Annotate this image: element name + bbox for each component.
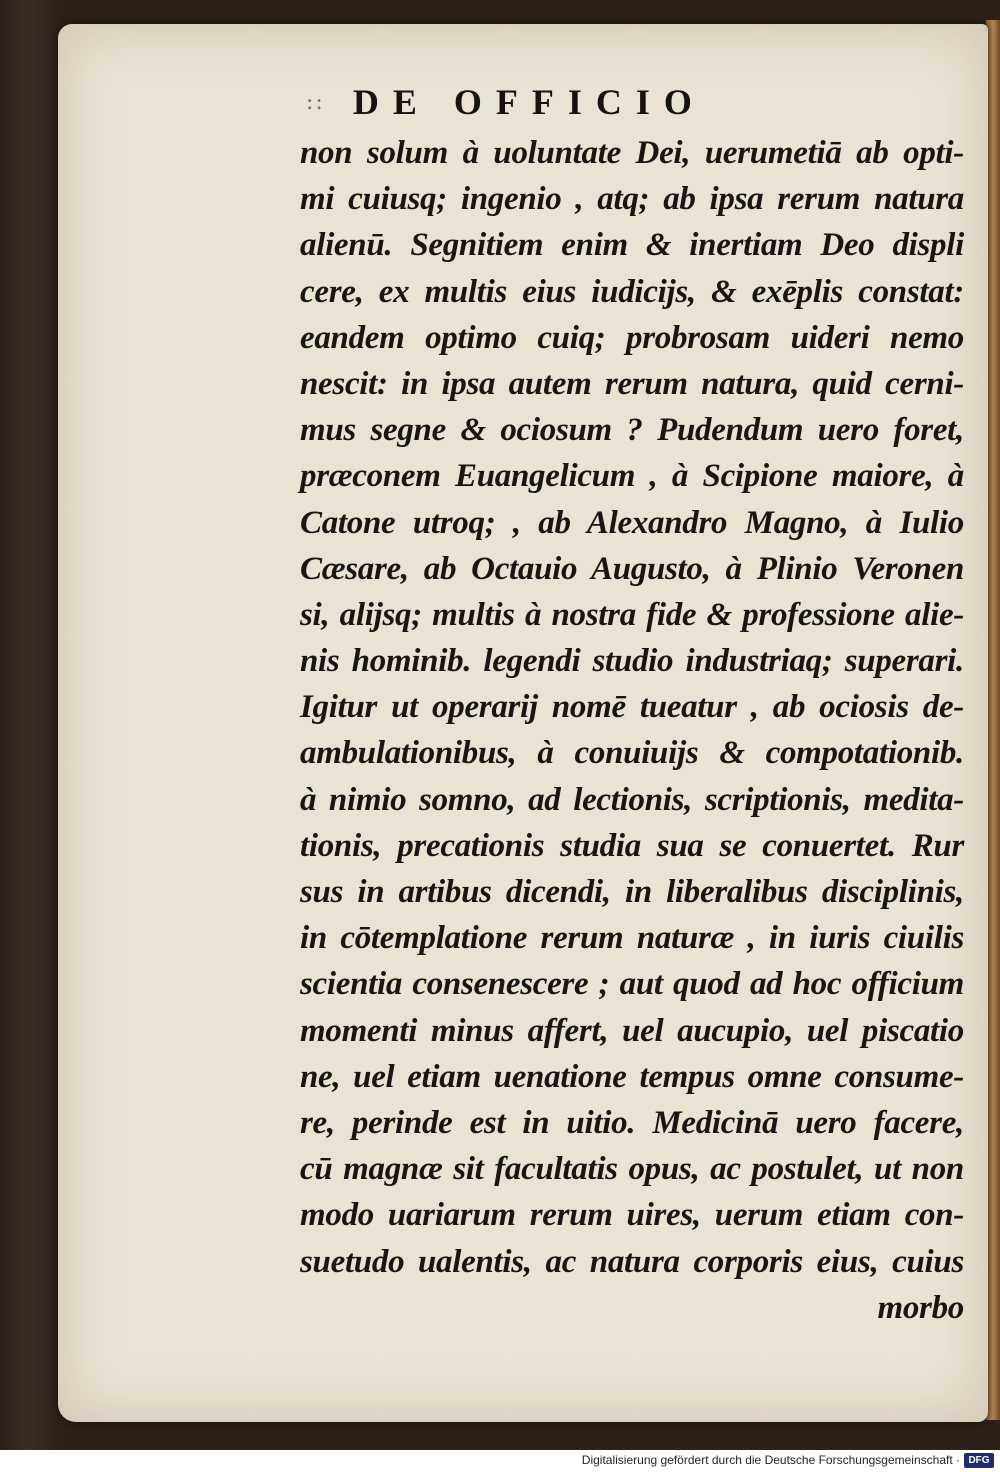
text-line: Igitur ut operarij nomē tueatur , ab ociosis de- <box>300 689 964 726</box>
text-line: tionis, precationis studia sua se conuertet. Rur <box>300 827 964 864</box>
text-line: scientia consenescere ; aut quod ad hoc officium <box>300 966 964 1003</box>
text-line: non solum à uoluntate Dei, uerumetiā ab opti- <box>300 135 964 171</box>
text-line: cū magnæ sit facultatis opus, ac postulet, ut non <box>300 1151 964 1188</box>
text-line: Cæsare, ab Octauio Augusto, à Plinio Veronen <box>300 550 964 587</box>
footer-bar <box>0 1450 1000 1472</box>
text-line: re, perinde est in uitio. Medicinā uero facere, <box>300 1104 964 1141</box>
running-head <box>306 76 866 128</box>
text-line: modo uariarum rerum uires, uerum etiam con- <box>300 1197 964 1234</box>
running-head-title: DE OFFICIO <box>352 82 706 122</box>
text-line: momenti minus affert, uel aucupio, uel piscatio <box>300 1012 964 1049</box>
text-line: cere, ex multis eius iudicijs, & exēplis constat: <box>300 273 964 310</box>
text-line: suetudo ualentis, ac natura corporis eius, cuius <box>300 1243 964 1280</box>
text-line: ambulationibus, à conuiuijs & compotationib. <box>300 735 964 772</box>
dfg-logo: DFG <box>964 1453 994 1468</box>
text-line: alienū. Segnitiem enim & inertiam Deo displi <box>300 227 964 264</box>
text-line: si, alijsq; multis à nostra fide & professione alie- <box>300 596 964 633</box>
text-line: præconem Euangelicum , à Scipione maiore, à <box>300 458 964 495</box>
text-line: sus in artibus dicendi, in liberalibus disciplinis, <box>300 874 964 910</box>
text-line: mus segne & ociosum ? Pudendum uero foret, <box>300 412 964 449</box>
text-line: mi cuiusq; ingenio , atq; ab ipsa rerum natura <box>300 181 964 218</box>
catchword: morbo <box>877 1289 964 1326</box>
running-head-ornament: :: <box>306 89 325 115</box>
funding-credit: Digitalisierung gefördert durch die Deutsche Forschungsgemeinschaft · <box>581 1453 960 1467</box>
text-line: eandem optimo cuiq; probrosam uideri nemo <box>300 319 964 356</box>
text-line: ne, uel etiam uenatione tempus omne consume- <box>300 1058 964 1095</box>
book-page-edge <box>986 20 1000 1420</box>
text-line: Catone utroq; , ab Alexandro Magno, à Iulio <box>300 504 964 541</box>
text-line: nescit: in ipsa autem rerum natura, quid cerni- <box>300 365 964 402</box>
body-text <box>300 130 964 1331</box>
text-line: in cōtemplatione rerum naturæ , in iuris ciuilis <box>300 920 964 957</box>
text-line: nis hominib. legendi studio industriaq; superari. <box>300 643 964 680</box>
text-line: à nimio somno, ad lectionis, scriptionis, medita- <box>300 781 964 818</box>
